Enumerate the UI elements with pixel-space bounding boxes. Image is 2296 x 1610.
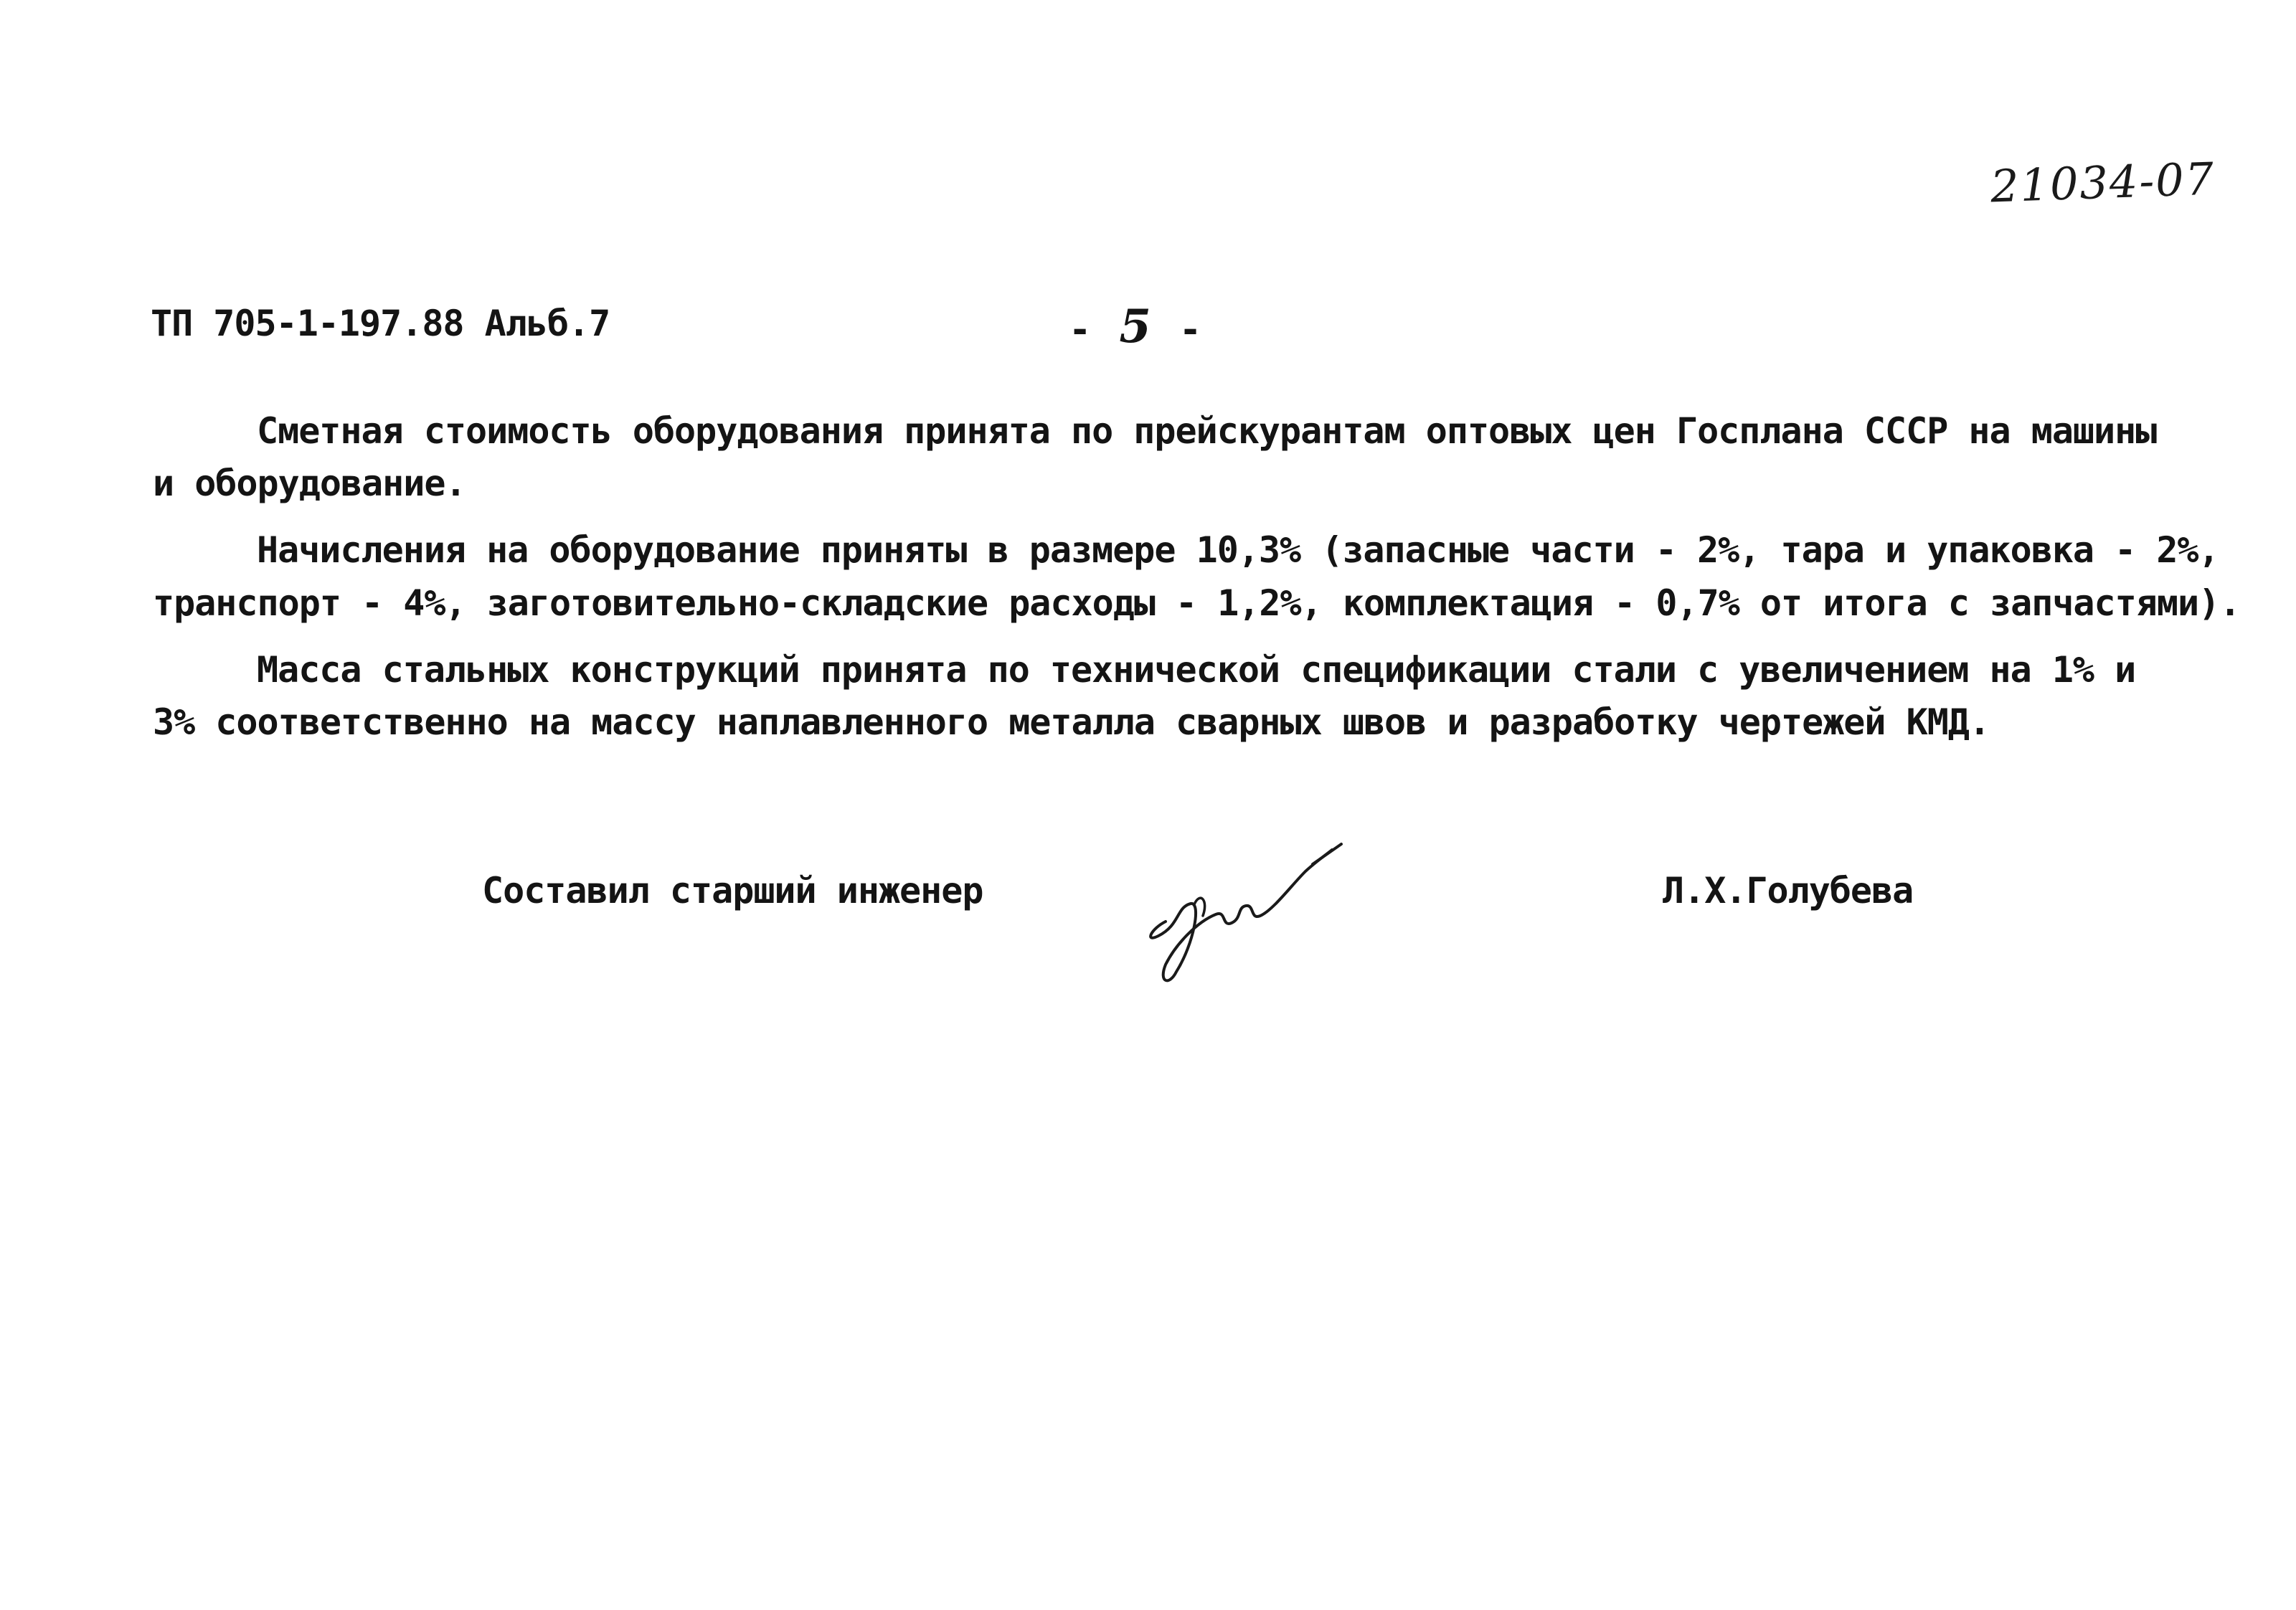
paragraph-3-line-2: 3% соответственно на массу наплавленного металла сварных швов и разработку чертежей КМД.: [153, 701, 1990, 743]
page-number-line: [1069, 300, 1201, 354]
handwritten-signature: [1137, 835, 1352, 993]
paragraph-3-line-1: Масса стальных конструкций принята по технической спецификации стали с увеличением на 1% и: [257, 649, 2136, 691]
paragraph-1-line-1: Сметная стоимость оборудования принята по прейскурантам оптовых цен Госплана СССР на машины: [257, 410, 2157, 452]
paragraph-2-line-2: транспорт - 4%, заготовительно-складские расходы - 1,2%, комплектация - 0,7% от итога с запчастями).: [153, 582, 2241, 624]
page-dash-left: -: [1069, 308, 1091, 351]
signer-name: Л.Х.Голубева: [1663, 870, 1914, 911]
page-number: 5: [1119, 300, 1151, 354]
paragraph-2-line-1: Начисления на оборудование приняты в размере 10,3% (запасные части - 2%, тара и упаковка - 2%,: [257, 529, 2219, 571]
page-dash-right: -: [1178, 308, 1201, 351]
signer-role: Составил старший инженер: [482, 870, 983, 911]
handwritten-document-number: 21034-07: [1989, 152, 2216, 213]
header-code: ТП 705-1-197.88 Альб.7: [151, 303, 610, 344]
paragraph-1-line-2: и оборудование.: [153, 463, 466, 504]
